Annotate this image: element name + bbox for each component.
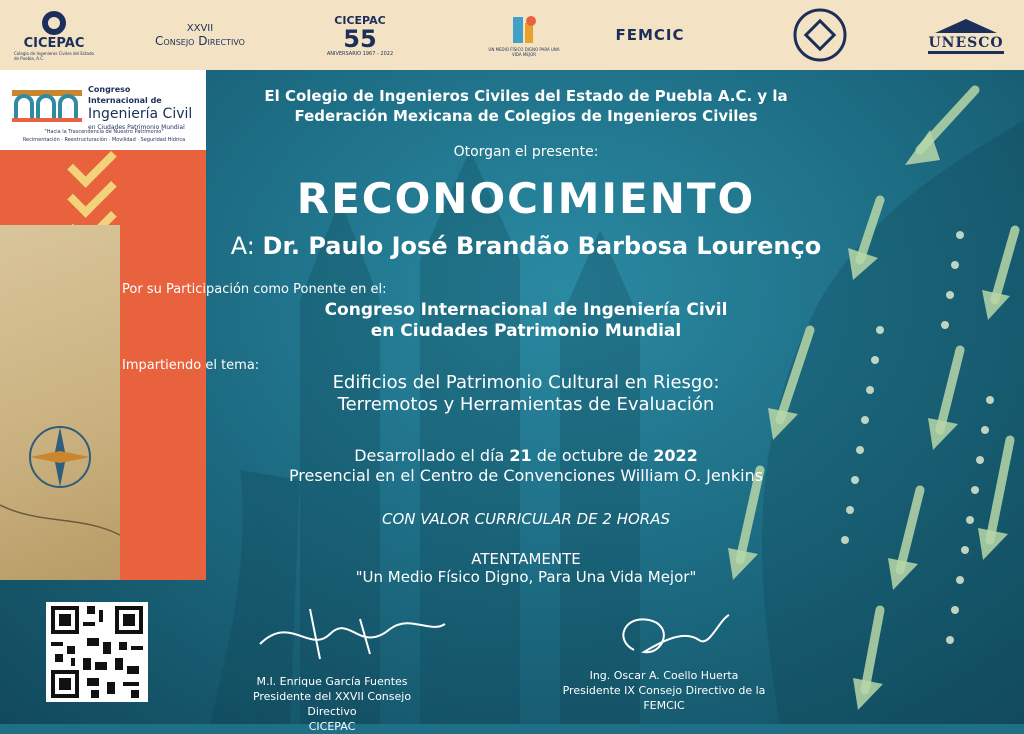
signer-name: Ing. Oscar A. Coello Huerta [589, 669, 739, 682]
signer-role: Presidente IX Consejo Directivo de la [562, 684, 766, 697]
date-line [206, 446, 846, 466]
unesco-temple-roof-icon [933, 17, 999, 35]
signer-name: M.I. Enrique García Fuentes [256, 675, 408, 688]
antique-map-image [0, 225, 120, 580]
unesco-text: UNESCO [928, 35, 1003, 54]
medio-fisico-logo [486, 6, 562, 64]
congress-name [206, 300, 846, 342]
anniversary-sub: ANIVERSARIO 1967 - 2022 [326, 50, 394, 57]
cicepac-55-logo [322, 6, 398, 64]
congress-line1: Congreso Internacional de Ingeniería Civil [324, 300, 728, 320]
congress-line2: en Ciudades Patrimonio Mundial [370, 321, 682, 341]
atentamente-text: ATENTAMENTE [471, 550, 581, 568]
anniversary-number: 55 [343, 24, 377, 53]
otorgan-text: Otorgan el presente: [453, 144, 599, 160]
signature-block-coello [544, 668, 784, 713]
intro-line2: Federación Mexicana de Colegios de Ingenieros Civiles [294, 107, 758, 125]
signer-role: Presidente del XXVII Consejo Directivo [252, 690, 412, 718]
recipient-line [206, 232, 846, 260]
compass-rose-icon [0, 225, 120, 580]
date-year: 2022 [653, 446, 698, 465]
consejo-directivo-logo [150, 6, 250, 64]
patrimonio-mundial-logo [790, 6, 850, 64]
signature-scribble-garcia [250, 604, 450, 664]
card-line4: en Ciudades Patrimonio Mundial [88, 124, 185, 131]
topic-title [206, 372, 846, 416]
cicepac-logo-text: CICEPAC [23, 35, 85, 51]
intro-text [206, 86, 846, 126]
participation-label: Por su Participación como Ponente en el: [122, 282, 387, 297]
consejo-label: Consejo Directivo [155, 33, 245, 48]
cicepac-emblem-icon [39, 10, 69, 36]
topic-label: Impartiendo el tema: [122, 358, 260, 373]
cicepac-logo [14, 6, 94, 64]
medio-fisico-text: UN MEDIO FÍSICO DIGNO PARA UNA VIDA MEJOR [488, 47, 560, 57]
signer-org: CICEPAC [308, 720, 356, 733]
femcic-text: FEMCIC [615, 26, 685, 44]
card-motto: "Hacia la Trascendencia de Nuestro Patrimonio" [44, 129, 164, 135]
header-logos-bar [0, 0, 1024, 70]
intro-line1: El Colegio de Ingenieros Civiles del Estado de Puebla A.C. y la [264, 87, 788, 105]
card-line1: Congreso [88, 85, 131, 94]
congress-logo-card [0, 70, 206, 150]
date-venue [206, 446, 846, 486]
closing [206, 550, 846, 586]
signature-scribble-coello [604, 610, 744, 670]
card-line3: Ingeniería Civil [88, 106, 193, 122]
date-prefix: Desarrollado el día [354, 446, 505, 465]
topic-line1: Edificios del Patrimonio Cultural en Riesgo: [332, 372, 720, 393]
consejo-number: XXVII [186, 22, 214, 34]
signature-block-garcia [232, 674, 432, 734]
recipient-prefix: A: [230, 232, 255, 260]
venue-line: Presencial en el Centro de Convenciones William O. Jenkins [288, 466, 764, 485]
certificate-title: RECONOCIMIENTO [296, 174, 756, 223]
date-mid: de octubre de [536, 446, 649, 465]
date-day: 21 [509, 446, 532, 465]
topic-line2: Terremotos y Herramientas de Evaluación [337, 394, 715, 415]
medio-fisico-emblem-icon [507, 13, 541, 47]
closing-motto: "Un Medio Físico Digno, Para Una Vida Mejor" [355, 568, 697, 586]
cicepac-55-text: CICEPAC [334, 13, 386, 27]
qr-code[interactable] [46, 602, 148, 702]
curricular-value: CON VALOR CURRICULAR DE 2 HORAS [381, 510, 671, 528]
card-line2: Internacional de [88, 96, 162, 105]
unesco-logo [928, 6, 1004, 64]
qr-code-icon [46, 602, 148, 702]
card-topics: Recimentación · Reestructuración · Movilidad · Seguridad Hídrica [22, 137, 186, 143]
bridge-arches-icon [12, 82, 82, 122]
signer-org: FEMCIC [643, 699, 685, 712]
cicepac-logo-sub: Colegio de Ingenieros Civiles del Estado de Puebla, A.C. [14, 50, 94, 61]
recipient-name: Dr. Paulo José Brandão Barbosa Lourenço [262, 232, 822, 260]
femcic-logo [598, 6, 702, 64]
